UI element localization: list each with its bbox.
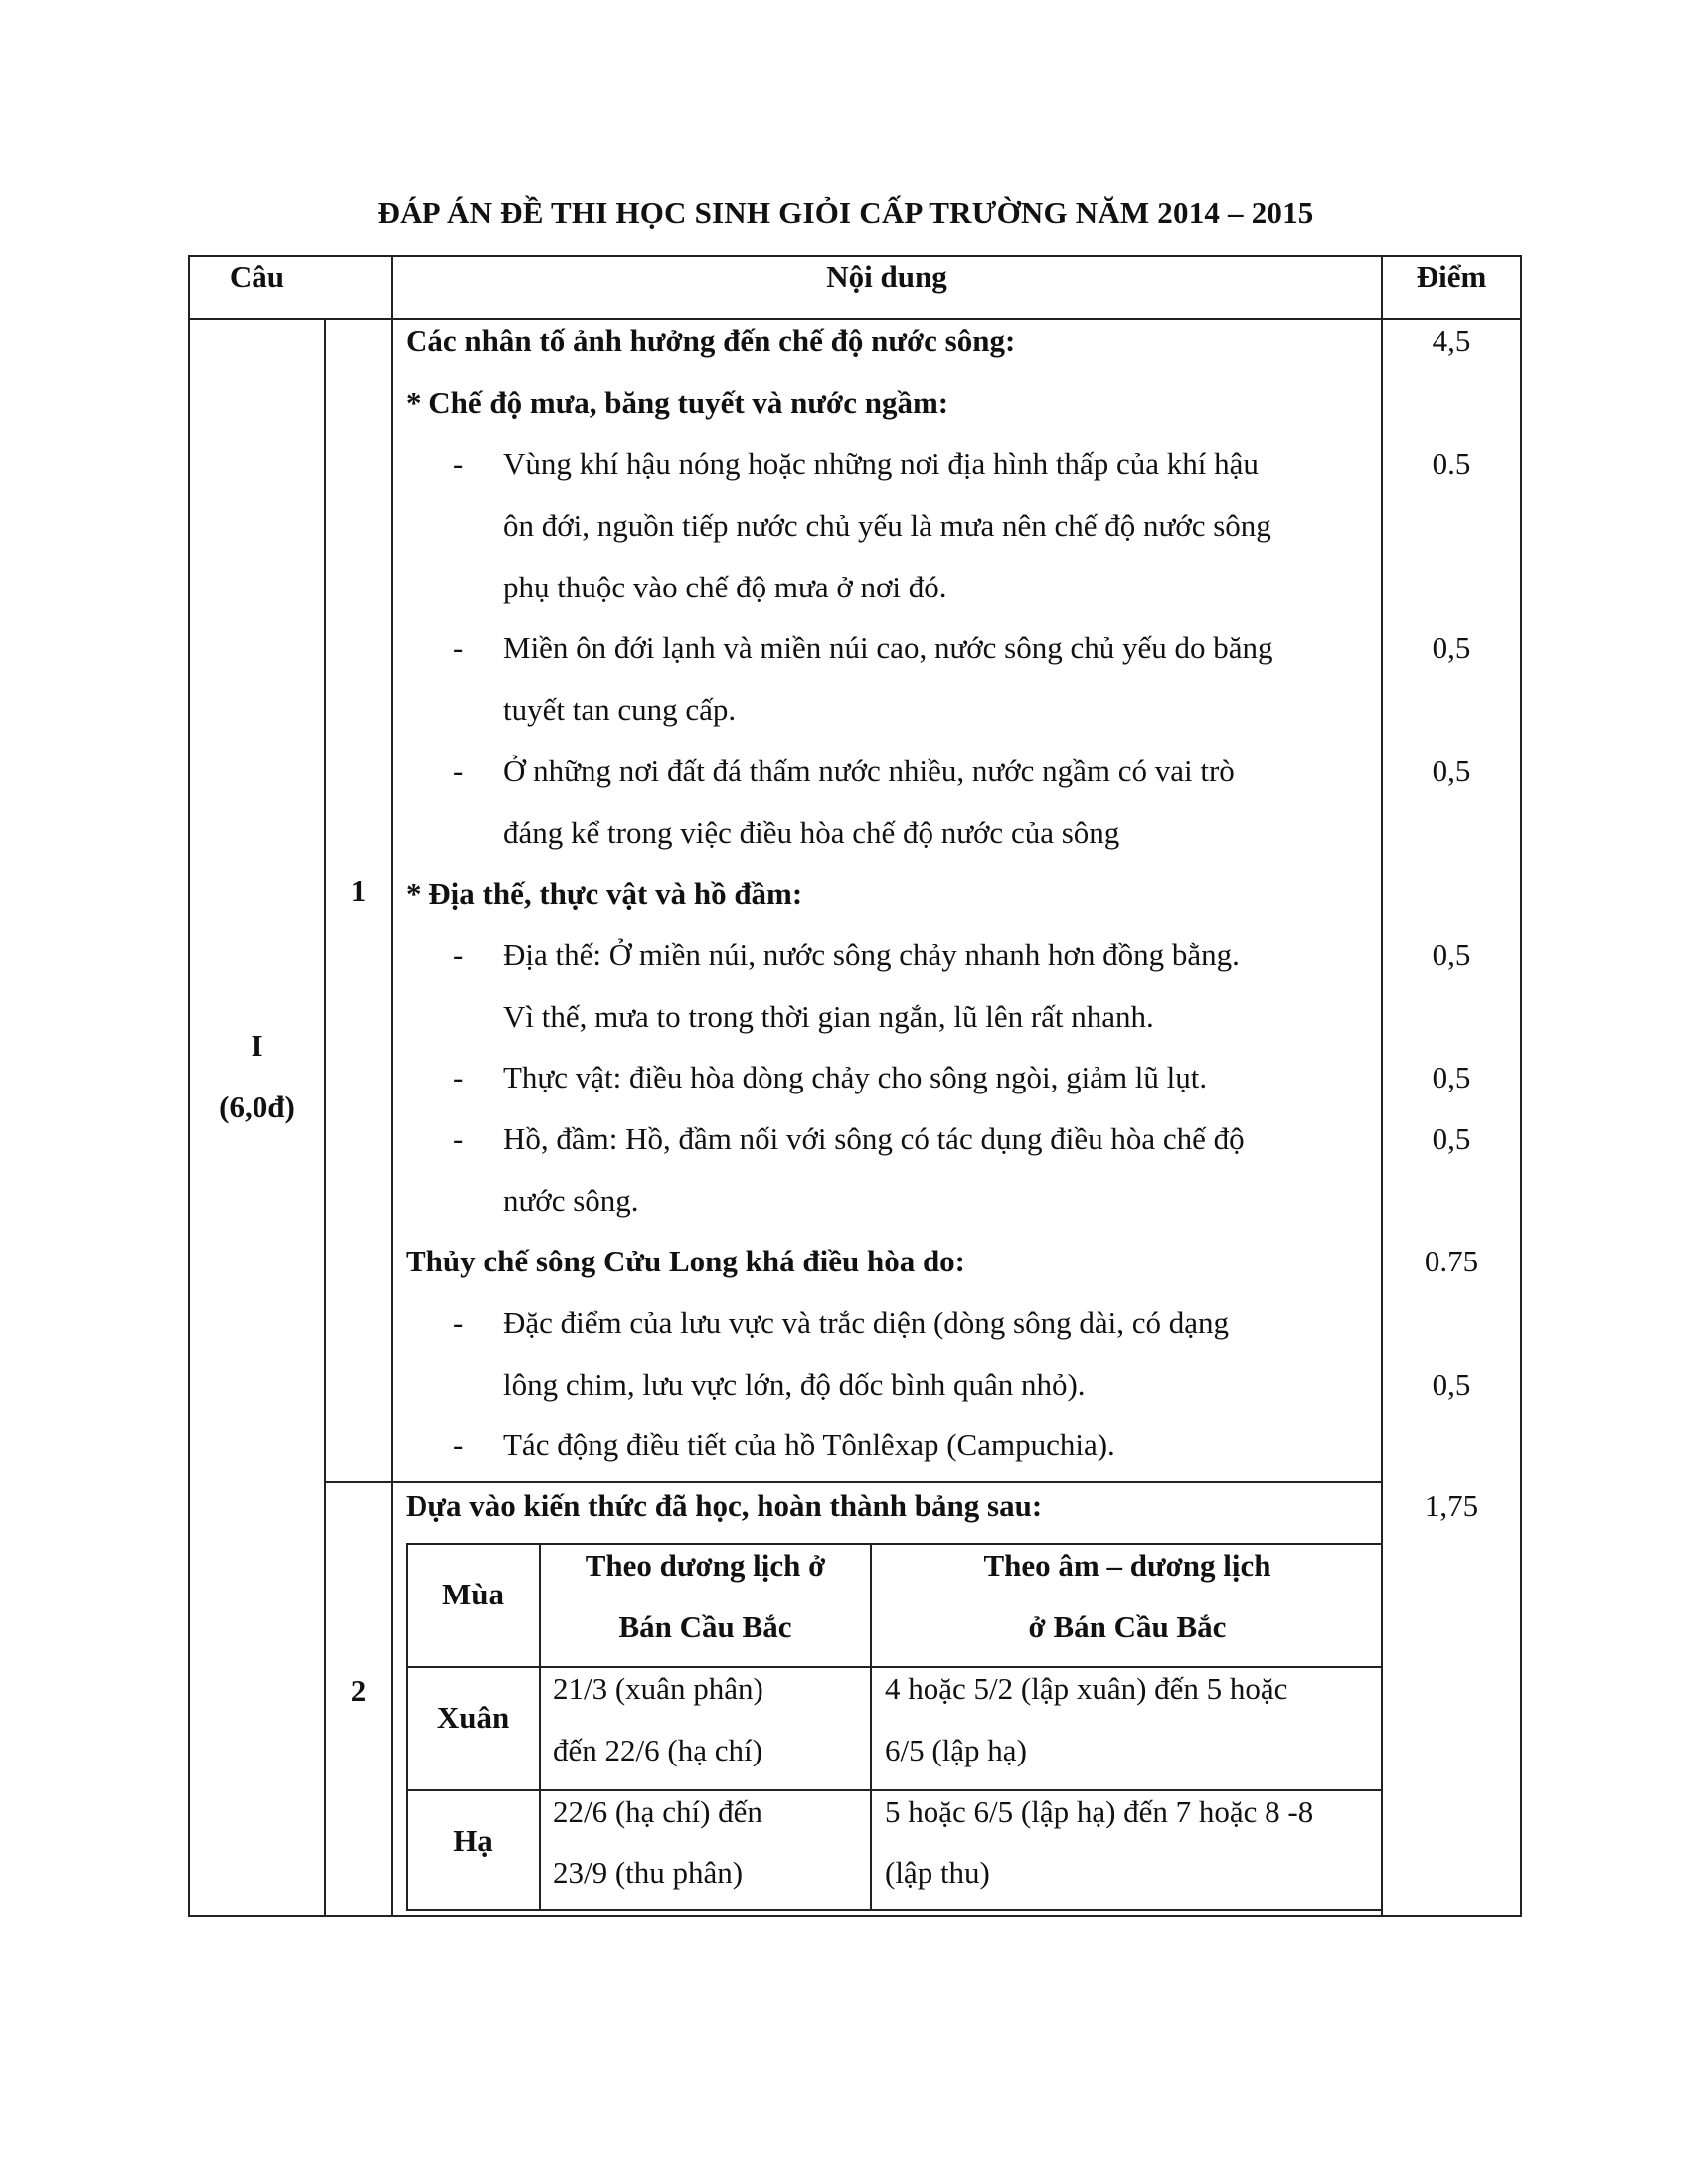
q1-b2-line1: Miền ôn đới lạnh và miền núi cao, nước sông chủ yếu do băng — [503, 630, 1273, 665]
q1-b7-line2: lông chim, lưu vực lớn, độ dốc bình quân nhỏ). — [503, 1367, 1086, 1402]
inner-header-am-1: Theo âm – dương lịch — [983, 1548, 1271, 1583]
col-divider-content — [391, 255, 393, 1917]
q1-b3-line2: đáng kể trong việc điều hòa chế độ nước của sông — [503, 815, 1120, 850]
q1-b8: Tác động điều tiết của hồ Tônlêxap (Campuchia). — [503, 1428, 1115, 1462]
q1-number: 1 — [350, 873, 367, 908]
q1-b3-line1: Ở những nơi đất đá thấm nước nhiều, nước ngầm có vai trò — [503, 754, 1235, 788]
q1-b2-score: 0,5 — [1432, 630, 1471, 665]
bullet-dash: - — [453, 446, 464, 481]
table-cell-duong: 23/9 (thu phân) — [553, 1855, 744, 1890]
q1-heading-2-score: 0.75 — [1424, 1244, 1479, 1278]
q1-b6-score: 0,5 — [1432, 1121, 1471, 1156]
header-diem: Điểm — [1416, 259, 1487, 294]
table-row-season: Hạ — [453, 1823, 493, 1858]
q1-subheading-2: * Địa thế, thực vật và hồ đầm: — [406, 876, 803, 911]
q2-number: 2 — [350, 1673, 367, 1708]
section-points: (6,0đ) — [219, 1090, 295, 1124]
q1-b4-score: 0,5 — [1432, 937, 1471, 972]
q1-b6-line2: nước sông. — [503, 1183, 639, 1218]
q1-b2-line2: tuyết tan cung cấp. — [503, 692, 737, 727]
inner-table-header-divider — [406, 1666, 1383, 1668]
q2-heading: Dựa vào kiến thức đã học, hoàn thành bảng sau: — [406, 1488, 1043, 1523]
inner-header-duong-1: Theo dương lịch ở — [585, 1548, 826, 1583]
q1-heading-score: 4,5 — [1432, 323, 1471, 358]
table-cell-am: 4 hoặc 5/2 (lập xuân) đến 5 hoặc — [885, 1671, 1288, 1706]
q1-b5: Thực vật: điều hòa dòng chảy cho sông ngòi, giảm lũ lụt. — [503, 1060, 1208, 1094]
q1-b7-line1: Đặc điểm của lưu vực và trắc diện (dòng sông dài, có dạng — [503, 1305, 1229, 1340]
q1-subheading-1: * Chế độ mưa, băng tuyết và nước ngầm: — [406, 385, 949, 420]
q1-b6-line1: Hồ, đầm: Hồ, đầm nối với sông có tác dụng điều hòa chế độ — [503, 1121, 1245, 1156]
q1-b1-line1: Vùng khí hậu nóng hoặc những nơi địa hình thấp của khí hậu — [503, 446, 1259, 481]
q1-b5-score: 0,5 — [1432, 1060, 1471, 1094]
header-cau: Câu — [229, 259, 285, 294]
q1-heading: Các nhân tố ảnh hưởng đến chế độ nước sông: — [406, 323, 1016, 358]
table-cell-am: 5 hoặc 6/5 (lập hạ) đến 7 hoặc 8 -8 — [885, 1794, 1314, 1829]
inner-header-mua: Mùa — [442, 1577, 504, 1611]
q1-q2-divider — [324, 1481, 1381, 1483]
table-border-bottom — [188, 1915, 1522, 1917]
inner-table-row-divider — [406, 1789, 1383, 1791]
bullet-dash: - — [453, 1305, 464, 1340]
table-cell-duong: đến 22/6 (hạ chí) — [553, 1733, 762, 1767]
table-cell-am: (lập thu) — [885, 1855, 990, 1890]
bullet-dash: - — [453, 937, 464, 972]
q1-b1-line3: phụ thuộc vào chế độ mưa ở nơi đó. — [503, 570, 947, 604]
section-label: I — [251, 1028, 263, 1063]
table-cell-duong: 21/3 (xuân phân) — [553, 1671, 763, 1706]
q2-heading-score: 1,75 — [1424, 1488, 1479, 1523]
header-noi-dung: Nội dung — [826, 259, 947, 294]
bullet-dash: - — [453, 1060, 464, 1094]
q1-b7-score: 0,5 — [1432, 1367, 1471, 1402]
q1-b3-score: 0,5 — [1432, 754, 1471, 788]
table-cell-am: 6/5 (lập hạ) — [885, 1733, 1027, 1767]
inner-table-bottom — [406, 1909, 1383, 1911]
page-title: ĐÁP ÁN ĐỀ THI HỌC SINH GIỎI CẤP TRƯỜNG NĂM 2014 – 2015 — [377, 195, 1314, 230]
table-cell-duong: 22/6 (hạ chí) đến — [553, 1794, 762, 1829]
table-row-season: Xuân — [436, 1700, 510, 1735]
header-divider — [188, 318, 1522, 320]
inner-header-am-2: ở Bán Cầu Bắc — [1028, 1609, 1227, 1644]
q1-b4-line1: Địa thế: Ở miền núi, nước sông chảy nhanh hơn đồng bằng. — [503, 937, 1240, 972]
inner-col-divider-1 — [539, 1543, 541, 1911]
inner-header-duong-2: Bán Cầu Bắc — [618, 1609, 792, 1644]
bullet-dash: - — [453, 754, 464, 788]
table-border-left — [188, 255, 190, 1917]
q1-b1-score: 0.5 — [1432, 446, 1471, 481]
inner-col-divider-2 — [870, 1543, 872, 1911]
inner-table-top — [406, 1543, 1383, 1545]
bullet-dash: - — [453, 630, 464, 665]
q1-b4-line2: Vì thế, mưa to trong thời gian ngắn, lũ lên rất nhanh. — [503, 999, 1154, 1034]
bullet-dash: - — [453, 1121, 464, 1156]
table-border-right — [1520, 255, 1522, 1917]
q1-heading-2: Thủy chế sông Cửu Long khá điều hòa do: — [406, 1244, 966, 1278]
bullet-dash: - — [453, 1428, 464, 1462]
q1-b1-line2: ôn đới, nguồn tiếp nước chủ yếu là mưa nên chế độ nước sông — [503, 508, 1271, 543]
